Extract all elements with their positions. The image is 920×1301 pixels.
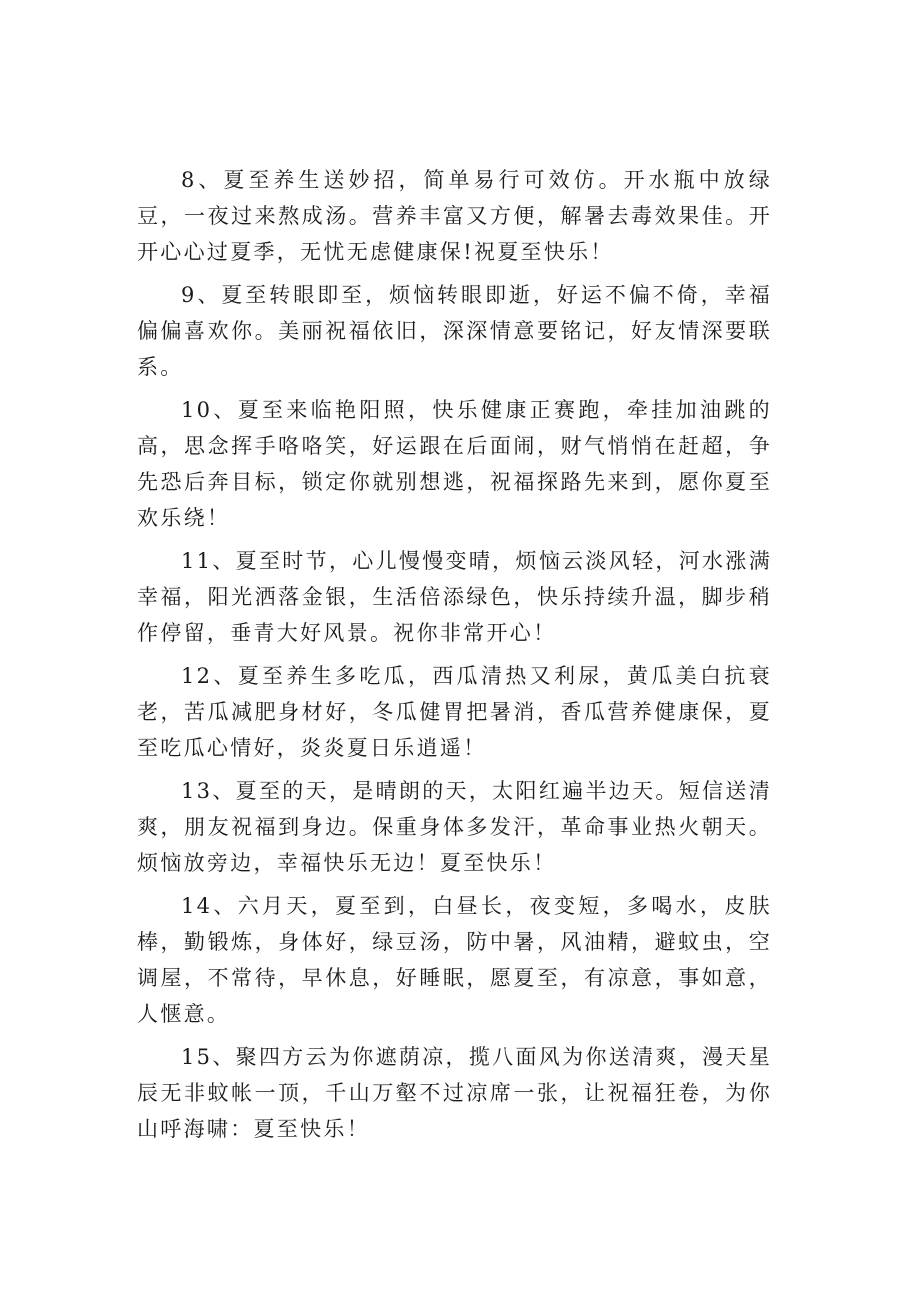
- paragraph-9: 9、夏至转眼即至，烦恼转眼即逝，好运不偏不倚，幸福偏偏喜欢你。美丽祝福依旧，深深情意要铭记，好友情深要联系。: [137, 283, 772, 379]
- paragraph-11: 11、夏至时节，心儿慢慢变晴，烦恼云淡风轻，河水涨满幸福，阳光洒落金银，生活倍添绿色，快乐持续升温，脚步稍作停留，垂青大好风景。祝你非常开心！: [137, 549, 772, 645]
- document-body: [137, 162, 772, 1154]
- paragraph-13: 13、夏至的天，是晴朗的天，太阳红遍半边天。短信送清爽，朋友祝福到身边。保重身体多发汗，革命事业热火朝天。烦恼放旁边，幸福快乐无边！夏至快乐！: [137, 779, 772, 875]
- paragraph-15: 15、聚四方云为你遮荫凉，揽八面风为你送清爽，漫天星辰无非蚊帐一顶，千山万壑不过凉席一张，让祝福狂卷，为你山呼海啸：夏至快乐！: [137, 1045, 772, 1141]
- paragraph-10: 10、夏至来临艳阳照，快乐健康正赛跑，牵挂加油跳的高，思念挥手咯咯笑，好运跟在后面闹，财气悄悄在赶超，争先恐后奔目标，锁定你就别想逃，祝福探路先来到，愿你夏至欢乐绕！: [137, 398, 772, 530]
- paragraph-12: 12、夏至养生多吃瓜，西瓜清热又利尿，黄瓜美白抗衰老，苦瓜减肥身材好，冬瓜健胃把暑消，香瓜营养健康保，夏至吃瓜心情好，炎炎夏日乐逍遥！: [137, 664, 772, 760]
- paragraph-14: 14、六月天，夏至到，白昼长，夜变短，多喝水，皮肤棒，勤锻炼，身体好，绿豆汤，防中暑，风油精，避蚊虫，空调屋，不常待，早休息，好睡眠，愿夏至，有凉意，事如意，人惬意。: [137, 894, 772, 1026]
- paragraph-8: 8、夏至养生送妙招，简单易行可效仿。开水瓶中放绿豆，一夜过来熬成汤。营养丰富又方便，解暑去毒效果佳。开开心心过夏季，无忧无虑健康保!祝夏至快乐！: [137, 168, 772, 264]
